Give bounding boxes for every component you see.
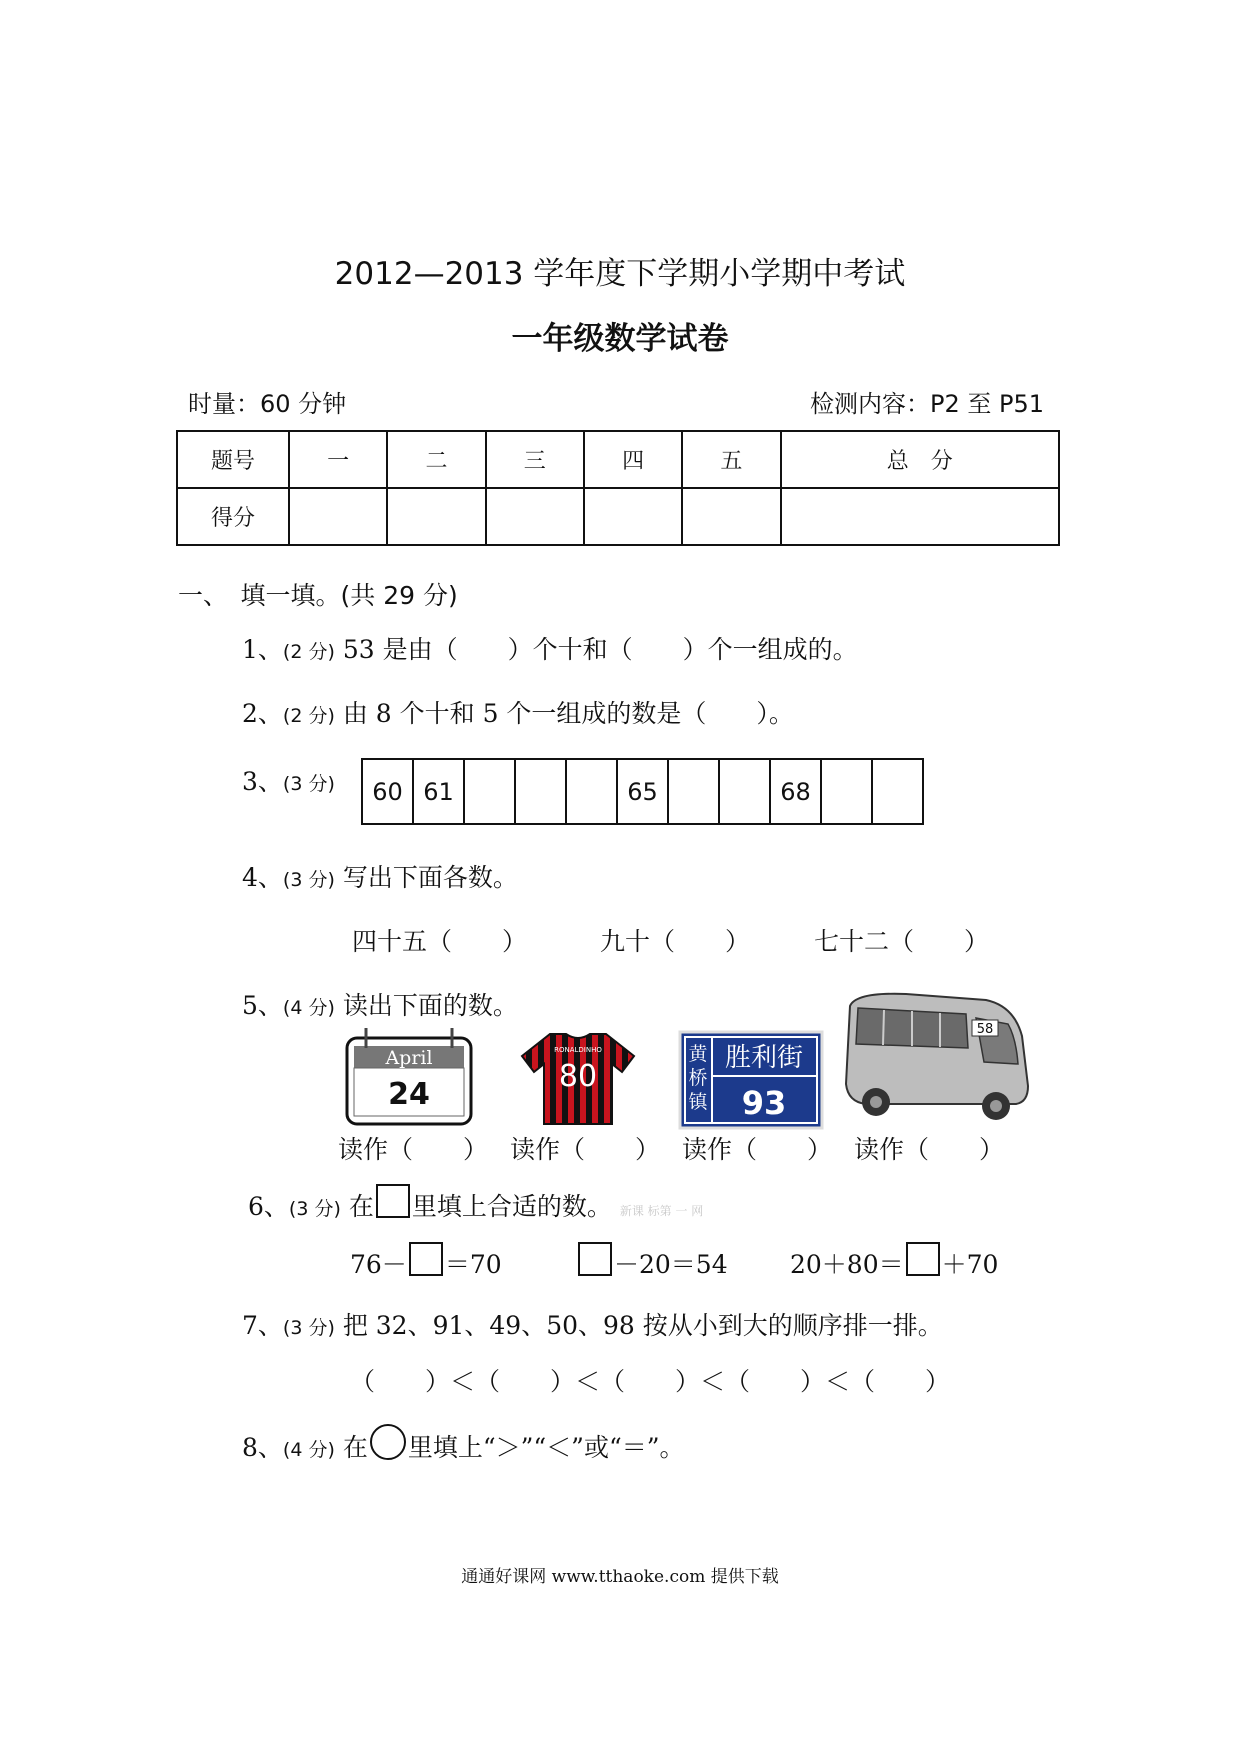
score-cell[interactable] [584, 488, 682, 545]
question-number: 4、 [242, 863, 283, 892]
equation-3 [790, 1242, 998, 1281]
question-text: 由 8 个十和 5 个一组成的数是（ ）。 [342, 699, 794, 728]
table-row [177, 488, 1059, 545]
equation-1 [350, 1242, 502, 1281]
table-cell: 题号 [177, 431, 289, 488]
question-number: 8、 [242, 1433, 283, 1462]
read-answer: 读作（ ） [854, 1135, 1005, 1164]
read-answer: 读作（ ） [682, 1135, 833, 1164]
table-cell: 总 分 [781, 431, 1059, 488]
read-answer: 读作（ ） [510, 1135, 661, 1164]
sequence-blank[interactable] [719, 759, 770, 824]
sequence-blank[interactable] [668, 759, 719, 824]
question-text: 在 [342, 1433, 368, 1462]
question-text: 把 32、91、49、50、98 按从小到大的顺序排一排。 [342, 1311, 943, 1340]
sign-town: 黄桥镇 [688, 1043, 708, 1113]
question-text: 里填上合适的数。 [411, 1192, 612, 1221]
question-points: (3 分) [288, 1198, 341, 1220]
table-cell: 得分 [177, 488, 289, 545]
calendar-day: 24 [388, 1077, 430, 1112]
score-cell[interactable] [289, 488, 387, 545]
question-1 [242, 630, 858, 666]
bus-number: 58 [976, 1022, 994, 1037]
table-cell: 三 [486, 431, 584, 488]
table-cell: 五 [682, 431, 780, 488]
answer-box-icon [376, 1184, 410, 1218]
jersey-name: RONALDINHO [554, 1046, 602, 1054]
street-sign-image [678, 1030, 824, 1130]
question-text: 里填上“＞”“＜”或“＝”。 [407, 1433, 685, 1462]
question-points: (2 分) [282, 705, 335, 727]
answer-box[interactable] [409, 1242, 443, 1276]
question-number: 5、 [242, 991, 283, 1020]
answer-box[interactable] [906, 1242, 940, 1276]
read-answer: 读作（ ） [338, 1135, 489, 1164]
question-6 [248, 1184, 703, 1223]
score-cell[interactable] [486, 488, 584, 545]
answer-item: 七十二（ ） [814, 927, 990, 956]
question-text: 在 [348, 1192, 374, 1221]
sequence-cell: 61 [413, 759, 464, 824]
table-cell: 一 [289, 431, 387, 488]
question-number: 6、 [248, 1192, 289, 1221]
question-number: 2、 [242, 699, 283, 728]
score-table [176, 430, 1060, 546]
table-row [177, 431, 1059, 488]
question-5 [242, 986, 518, 1022]
question-number: 3、 [242, 767, 283, 796]
sequence-blank[interactable] [821, 759, 872, 824]
sequence-blank[interactable] [872, 759, 923, 824]
answer-box[interactable] [578, 1242, 612, 1276]
question-points: (3 分) [282, 773, 335, 795]
equation-text: －20＝54 [614, 1250, 728, 1279]
sequence-blank[interactable] [566, 759, 617, 824]
question-4 [242, 858, 518, 894]
sequence-cell: 68 [770, 759, 821, 824]
sign-number: 93 [741, 1084, 787, 1122]
question-text: 53 是由（ ）个十和（ ）个一组成的。 [342, 635, 858, 664]
equation-text: 20＋80＝ [790, 1250, 904, 1279]
question-points: (4 分) [282, 997, 335, 1019]
ordering-answer: （ ）＜（ ）＜（ ）＜（ ）＜（ ） [350, 1367, 951, 1396]
score-cell[interactable] [387, 488, 485, 545]
question-text: 读出下面的数。 [342, 991, 518, 1020]
sequence-blank[interactable] [464, 759, 515, 824]
section-title: 一、 填一填。(共 29 分) [178, 581, 458, 610]
table-row [362, 759, 923, 824]
question-points: (3 分) [282, 1317, 335, 1339]
calendar-image [344, 1026, 474, 1128]
question-3 [242, 762, 335, 798]
question-number: 7、 [242, 1311, 283, 1340]
equation-text: ＋70 [941, 1250, 999, 1279]
watermark-text: 新课 标第 一 网 [619, 1204, 704, 1218]
question-text: 写出下面各数。 [342, 863, 518, 892]
question-7 [242, 1306, 943, 1342]
number-sequence [361, 758, 924, 825]
question-points: (3 分) [282, 869, 335, 891]
time-limit: 时量：60 分钟 [188, 390, 347, 418]
sign-street: 胜利街 [724, 1043, 804, 1073]
score-cell[interactable] [682, 488, 780, 545]
equation-text: 76－ [350, 1250, 407, 1279]
question-2 [242, 694, 794, 730]
table-cell: 二 [387, 431, 485, 488]
bus-image [836, 988, 1036, 1128]
table-cell: 四 [584, 431, 682, 488]
answer-circle-icon [370, 1424, 406, 1460]
jersey-number: 80 [558, 1059, 598, 1094]
sequence-cell: 60 [362, 759, 413, 824]
jersey-image [520, 1030, 636, 1126]
test-content: 检测内容：P2 至 P51 [810, 390, 1045, 418]
exam-subtitle: 一年级数学试卷 [511, 321, 729, 357]
sequence-blank[interactable] [515, 759, 566, 824]
question-8 [242, 1424, 685, 1464]
equation-2 [576, 1242, 728, 1281]
score-cell[interactable] [781, 488, 1059, 545]
sequence-cell: 65 [617, 759, 668, 824]
footer-text: 通通好课网 www.tthaoke.com 提供下载 [461, 1567, 779, 1587]
equation-text: ＝70 [444, 1250, 502, 1279]
question-points: (4 分) [282, 1439, 335, 1461]
question-number: 1、 [242, 635, 283, 664]
question-points: (2 分) [282, 641, 335, 663]
answer-item: 九十（ ） [600, 927, 751, 956]
calendar-month: April [385, 1047, 433, 1069]
answer-item: 四十五（ ） [352, 927, 528, 956]
exam-title: 2012—2013 学年度下学期小学期中考试 [334, 256, 906, 292]
